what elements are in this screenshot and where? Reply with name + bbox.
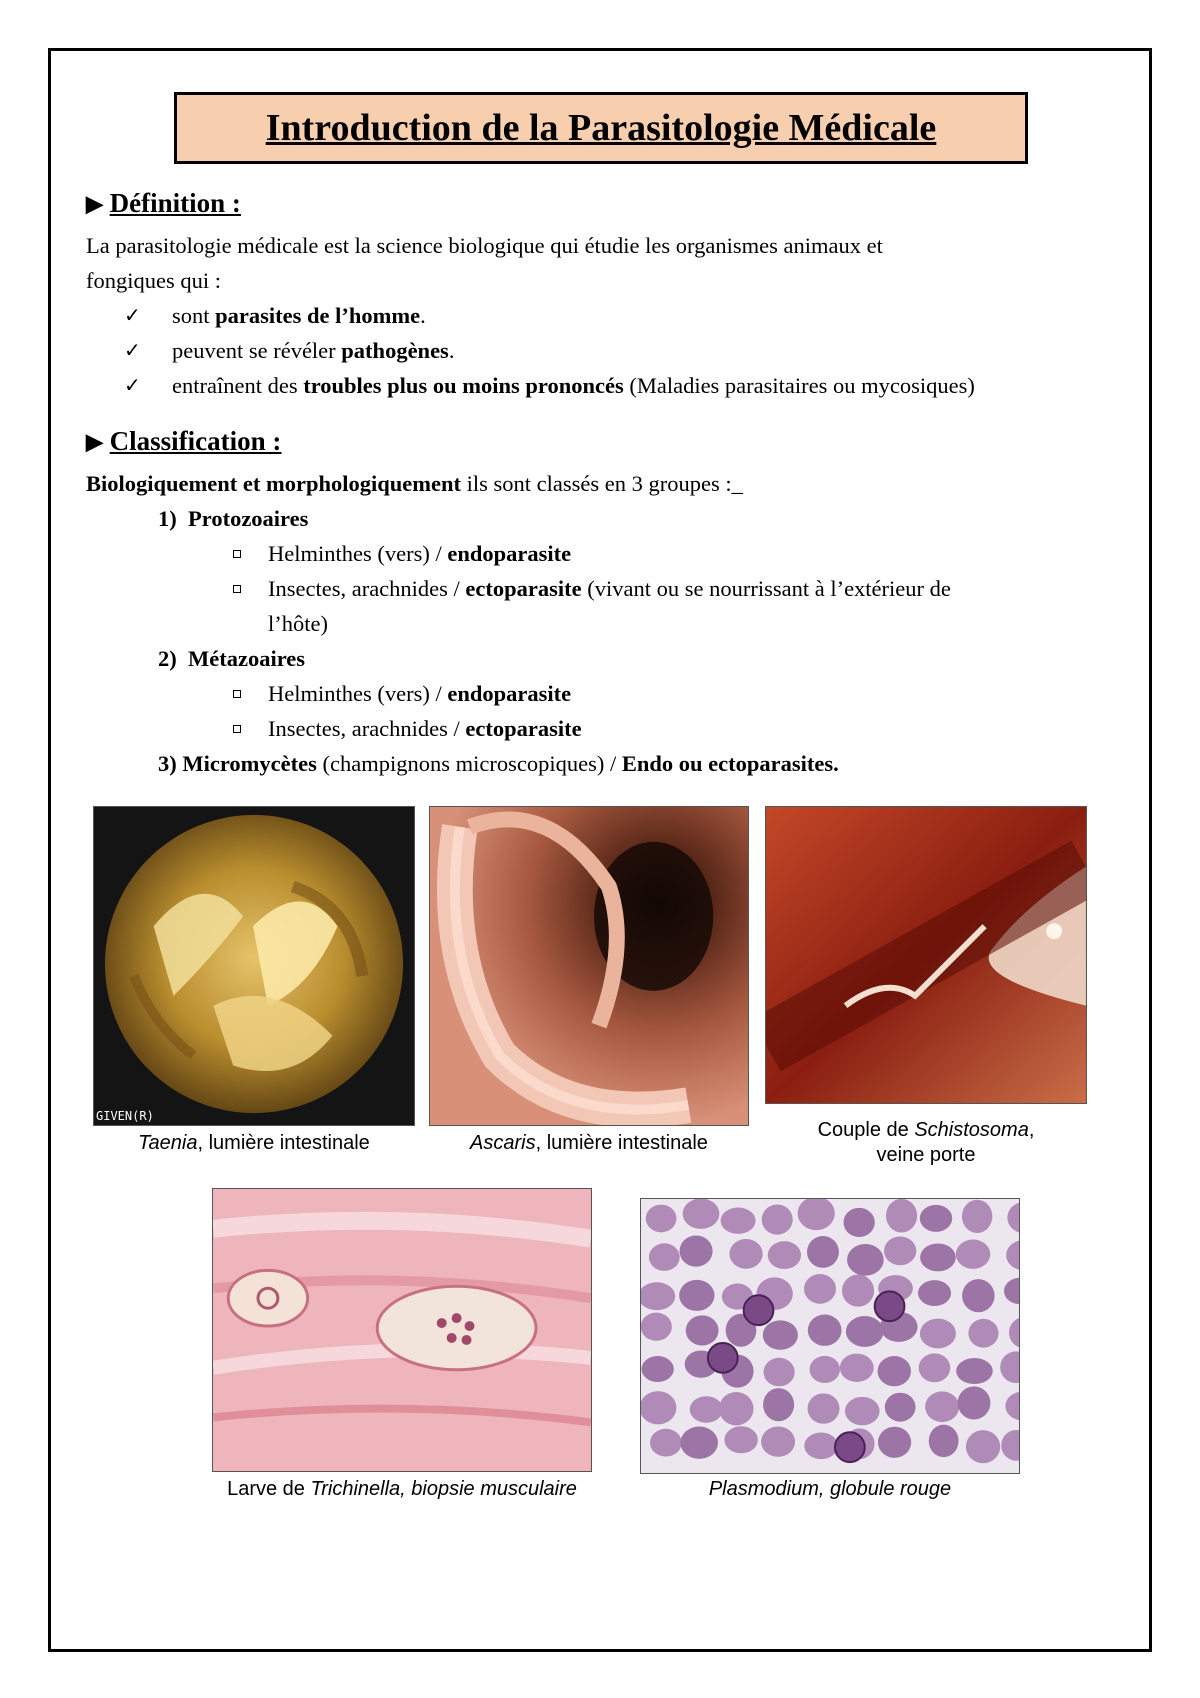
taenia-caption: Taenia, lumière intestinale <box>138 1132 370 1154</box>
schistosoma-caption: Couple de Schistosoma, veine porte <box>817 1119 1035 1166</box>
group-2-item-1: Helminthes (vers) / endoparasite <box>268 681 572 706</box>
square-bullet-icon <box>233 585 241 593</box>
square-bullet-icon <box>233 550 241 558</box>
ascaris-caption: Ascaris, lumière intestinale <box>470 1132 708 1154</box>
definition-heading <box>86 188 241 219</box>
classification-heading <box>86 426 281 457</box>
definition-item-3: entraînent des troubles plus ou moins prononcés (Maladies parasitaires ou mycosiques) <box>172 373 975 398</box>
page-title: Introduction de la Parasitologie Médicale <box>265 107 937 149</box>
classification-heading-label: Classification : <box>109 426 282 456</box>
ascaris-image <box>429 806 749 1126</box>
image-watermark: GIVEN(R) <box>96 1109 154 1123</box>
definition-intro-line2: fongiques qui : <box>86 268 221 293</box>
classification-intro: Biologiquement et morphologiquement ils sont classés en 3 groupes :_ <box>86 471 743 496</box>
group-1-item-1: Helminthes (vers) / endoparasite <box>268 541 572 566</box>
triangle-right-icon: ▶ <box>86 191 103 216</box>
title-box <box>174 92 1028 164</box>
group-1-item-2: Insectes, arachnides / ectoparasite (vivant ou se nourrissant à l’extérieur de <box>268 576 951 601</box>
definition-item-1: sont parasites de l’homme. <box>172 303 426 328</box>
definition-heading-label: Définition : <box>109 188 241 218</box>
check-icon: ✓ <box>124 303 141 327</box>
plasmodium-caption: Plasmodium, globule rouge <box>708 1478 952 1500</box>
plasmodium-image <box>640 1198 1020 1474</box>
group-2-item-2: Insectes, arachnides / ectoparasite <box>268 716 582 741</box>
square-bullet-icon <box>233 725 241 733</box>
group-1-item-2-cont: l’hôte) <box>268 611 328 636</box>
definition-intro-line1: La parasitologie médicale est la science biologique qui étudie les organismes animaux et <box>86 233 883 258</box>
check-icon: ✓ <box>124 373 141 397</box>
trichinella-caption: Larve de Trichinella, biopsie musculaire <box>227 1478 577 1500</box>
trichinella-image <box>212 1188 592 1472</box>
schistosoma-image <box>765 806 1087 1104</box>
group-2: 2) Métazoaires <box>158 646 306 671</box>
square-bullet-icon <box>233 690 241 698</box>
taenia-image <box>93 806 415 1126</box>
group-1: 1) Protozoaires <box>158 506 309 531</box>
definition-item-2: peuvent se révéler pathogènes. <box>172 338 455 363</box>
triangle-right-icon: ▶ <box>86 429 103 454</box>
group-3: 3) Micromycètes (champignons microscopiques) / Endo ou ectoparasites. <box>158 751 839 776</box>
check-icon: ✓ <box>124 338 141 362</box>
